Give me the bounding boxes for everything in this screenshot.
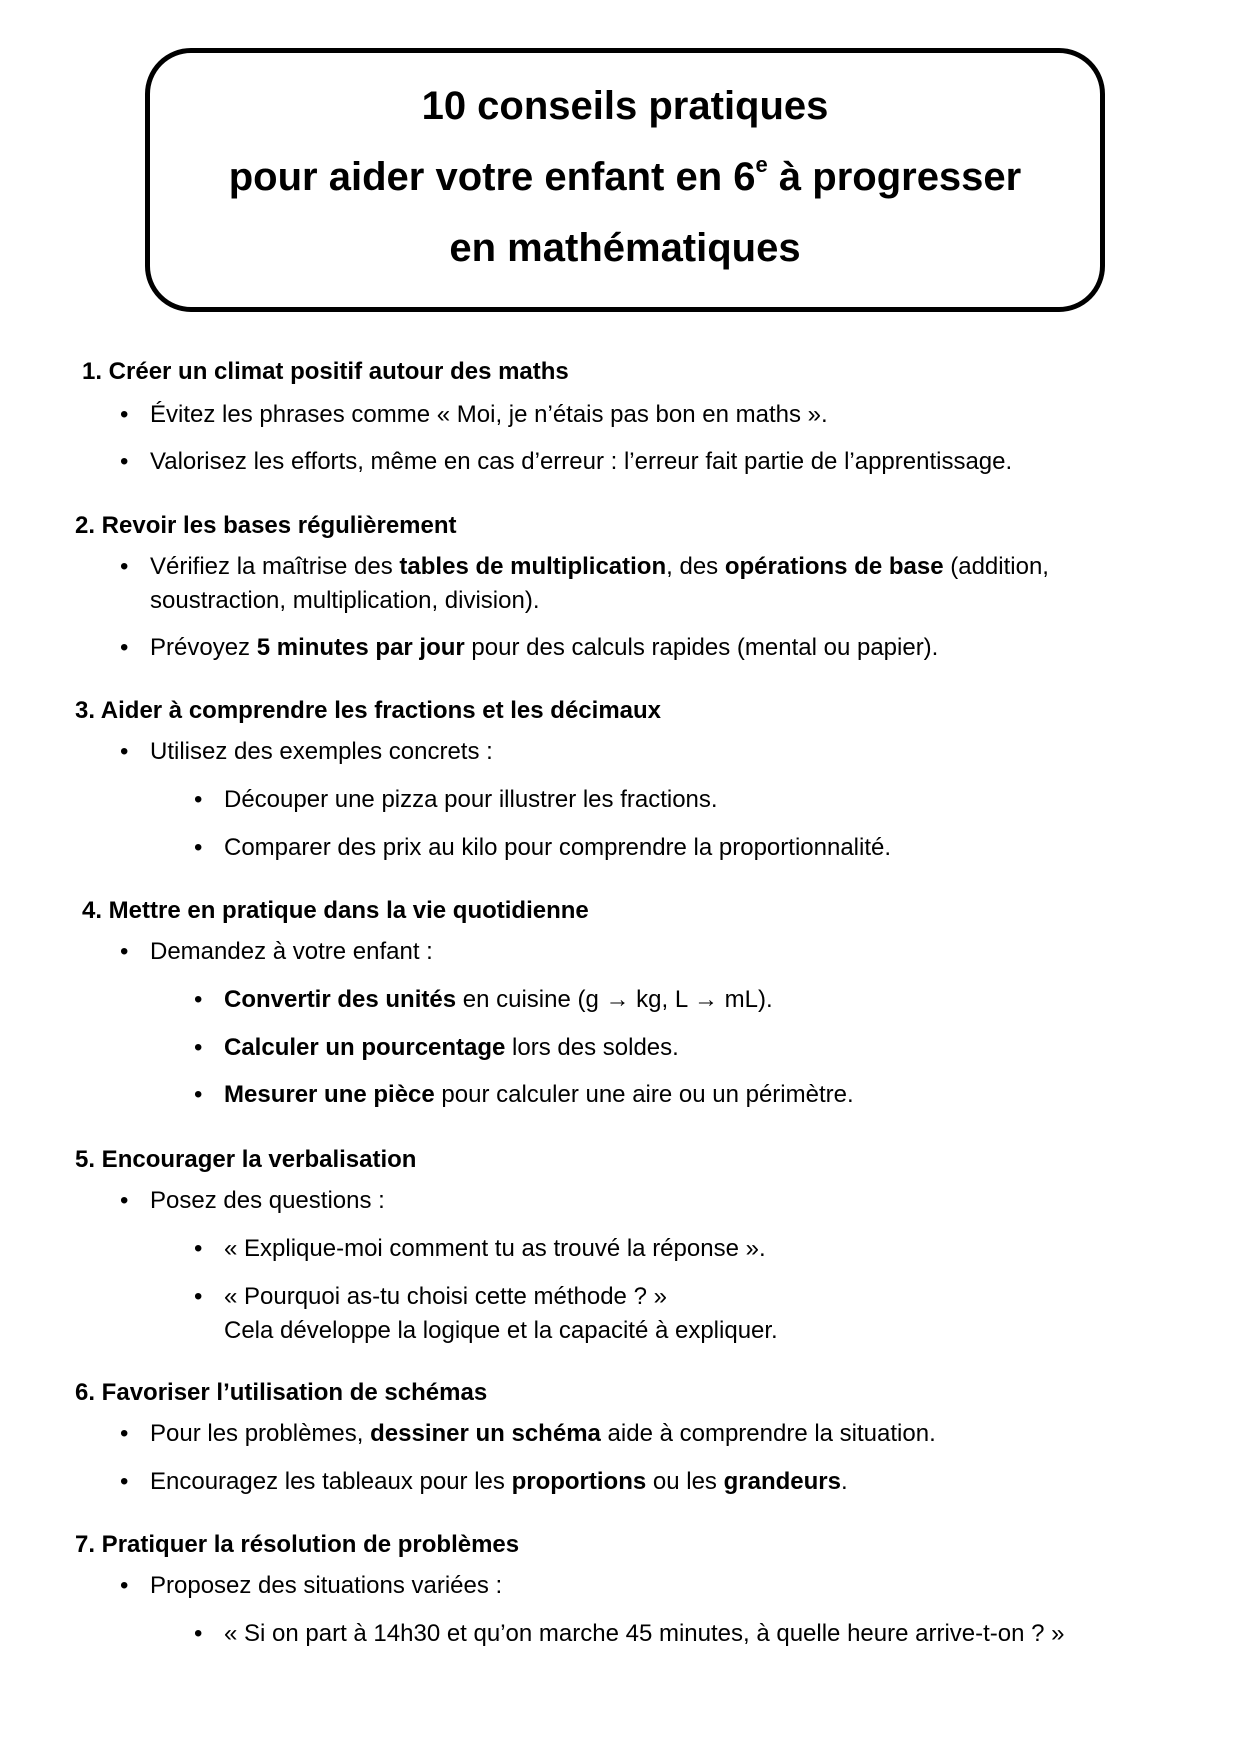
section-heading-7: 7. Pratiquer la résolution de problèmes: [75, 1531, 520, 1558]
list-item: • Demandez à votre enfant :: [120, 938, 433, 965]
list-item: • Valorisez les efforts, même en cas d’erreur : l’erreur fait partie de l’apprentissage.: [120, 448, 1013, 475]
list-item: • Convertir des unités en cuisine (g → kg, L → mL).: [194, 986, 773, 1013]
section-heading-6: 6. Favoriser l’utilisation de schémas: [75, 1379, 488, 1406]
list-item: • Vérifiez la maîtrise des tables de multiplication, des opérations de base (addition, soustraction, multiplication, division).: [120, 553, 1049, 614]
list-item: • Comparer des prix au kilo pour comprendre la proportionnalité.: [194, 834, 892, 861]
list-item: • « Explique-moi comment tu as trouvé la réponse ».: [194, 1235, 766, 1262]
list-item: • « Si on part à 14h30 et qu’on marche 45 minutes, à quelle heure arrive-t-on ? »: [194, 1620, 1065, 1647]
section-heading-1: 1. Créer un climat positif autour des maths: [82, 358, 569, 385]
list-item: • Encouragez les tableaux pour les proportions ou les grandeurs.: [120, 1468, 848, 1495]
section-heading-3: 3. Aider à comprendre les fractions et les décimaux: [75, 697, 662, 724]
list-item: • « Pourquoi as-tu choisi cette méthode ? » Cela développe la logique et la capacité à expliquer.: [194, 1283, 778, 1344]
title-line-2: pour aider votre enfant en 6e à progresser: [228, 152, 1022, 199]
list-item: • Proposez des situations variées :: [120, 1572, 503, 1599]
list-item: • Posez des questions :: [120, 1187, 385, 1214]
list-item: • Découper une pizza pour illustrer les fractions.: [194, 786, 718, 813]
list-item: • Pour les problèmes, dessiner un schéma aide à comprendre la situation.: [120, 1420, 936, 1447]
title-line-3: en mathématiques: [449, 226, 801, 270]
section-heading-5: 5. Encourager la verbalisation: [75, 1146, 417, 1173]
section-heading-4: 4. Mettre en pratique dans la vie quotidienne: [82, 897, 589, 924]
list-item: • Calculer un pourcentage lors des soldes.: [194, 1034, 679, 1061]
list-item: • Évitez les phrases comme « Moi, je n’étais pas bon en maths ».: [120, 401, 828, 428]
section-heading-2: 2. Revoir les bases régulièrement: [75, 512, 457, 539]
title-box: [145, 48, 1105, 312]
list-item: • Prévoyez 5 minutes par jour pour des calculs rapides (mental ou papier).: [120, 634, 939, 661]
list-item: • Utilisez des exemples concrets :: [120, 738, 493, 765]
list-item: • Mesurer une pièce pour calculer une aire ou un périmètre.: [194, 1081, 854, 1108]
title-line-1: 10 conseils pratiques: [421, 84, 829, 128]
